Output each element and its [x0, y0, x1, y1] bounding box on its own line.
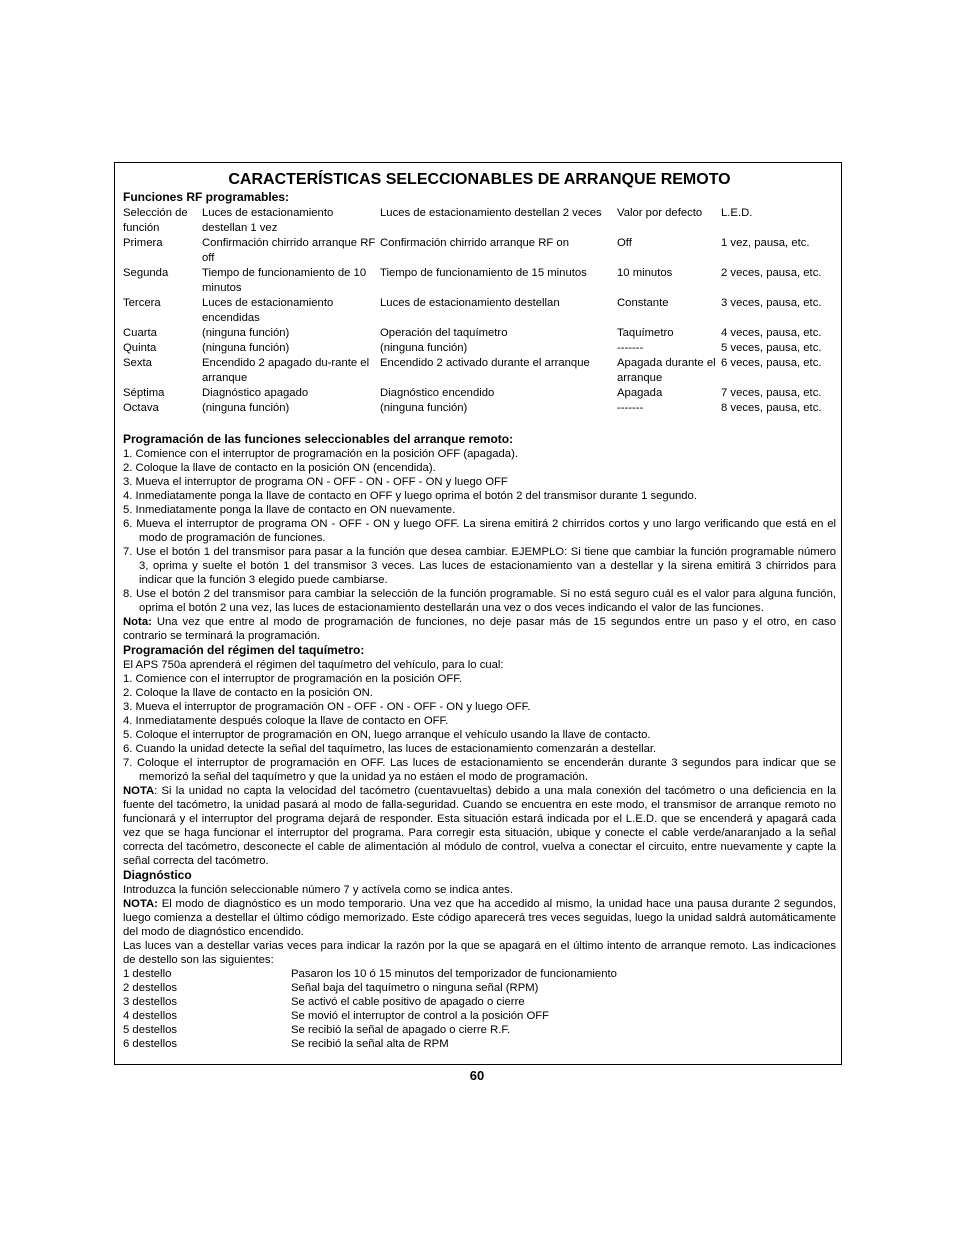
table-cell: Diagnóstico apagado: [202, 387, 309, 399]
diagnostic-paragraph: Las luces van a destellar varias veces para indicar la razón por la que se apagará en el último intento de arranque remoto. Las indicaciones de destello son las siguientes:: [123, 940, 836, 966]
table-cell: Tercera: [123, 297, 161, 309]
list-item: 2. Coloque la llave de contacto en la posición ON (encendida).: [123, 462, 436, 474]
table-row: [123, 981, 617, 995]
flash-count: 2 destellos: [123, 982, 178, 994]
table-row: [123, 386, 836, 401]
table-cell: (ninguna función): [380, 342, 468, 354]
list-item: 8. Use el botón 2 del transmisor para cambiar la selección de la función programable. Si no está seguro cuál es el valor para alguna función, oprima el botón 2 una vez, las luces de estacionamiento destellarán una vez o dos veces indicando el valor de las funciones.: [123, 588, 836, 614]
flash-meaning: Se recibió la señal de apagado o cierre R.F.: [291, 1024, 511, 1036]
table-cell: Tiempo de funcionamiento de 10 minutos: [202, 267, 367, 294]
table-cell: Apagada: [617, 387, 663, 399]
flash-meaning: Pasaron los 10 ó 15 minutos del temporizador de funcionamiento: [291, 968, 617, 980]
table-cell: 1 vez, pausa, etc.: [721, 237, 810, 249]
table-row: [123, 326, 836, 341]
flash-count: 5 destellos: [123, 1024, 178, 1036]
diagnostic-intro: Introduzca la función seleccionable número 7 y actívela como se indica antes.: [123, 884, 513, 896]
table-header-cell: Luces de estacionamiento destellan 2 veces: [380, 207, 602, 219]
table-cell: (ninguna función): [202, 327, 290, 339]
flash-count: 4 destellos: [123, 1010, 178, 1022]
table-cell: 6 veces, pausa, etc.: [721, 357, 822, 369]
note-label: NOTA:: [123, 898, 158, 910]
table-cell: 3 veces, pausa, etc.: [721, 297, 822, 309]
list-item: 6. Mueva el interruptor de programa ON - OFF - ON y luego OFF. La sirena emitirá 2 chirridos cortos y uno largo verificando que está en el modo de programación de funciones.: [123, 518, 836, 544]
table-cell: Confirmación chirrido arranque RF off: [202, 237, 376, 264]
table-row: [123, 341, 836, 356]
table-cell: Primera: [123, 237, 163, 249]
table-cell: (ninguna función): [202, 402, 290, 414]
table-cell: 5 veces, pausa, etc.: [721, 342, 822, 354]
spacer: [123, 416, 836, 432]
programming-note: [123, 615, 836, 643]
table-cell: Cuarta: [123, 327, 157, 339]
table-cell: Diagnóstico encendido: [380, 387, 495, 399]
table-row: [123, 1009, 617, 1023]
list-item: 2. Coloque la llave de contacto en la posición ON.: [123, 687, 373, 699]
table-cell: Octava: [123, 402, 159, 414]
page-title: CARACTERÍSTICAS SELECCIONABLES DE ARRANQUE REMOTO: [228, 171, 731, 188]
table-header-cell: Luces de estacionamiento destellan 1 vez: [202, 207, 334, 234]
table-cell: Tiempo de funcionamiento de 15 minutos: [380, 267, 587, 279]
table-cell: (ninguna función): [380, 402, 468, 414]
flash-count: 6 destellos: [123, 1038, 178, 1050]
programming-steps: [123, 447, 836, 615]
rf-heading: Funciones RF programables:: [123, 190, 290, 204]
table-header-cell: L.E.D.: [721, 207, 753, 219]
tachometer-heading: Programación del régimen del taquímetro:: [123, 643, 365, 657]
list-item: 6. Cuando la unidad detecte la señal del taquímetro, las luces de estacionamiento comenzarán a destellar.: [123, 743, 657, 755]
table-cell: Confirmación chirrido arranque RF on: [380, 237, 569, 249]
flash-count: 3 destellos: [123, 996, 178, 1008]
table-header-row: [123, 206, 836, 236]
table-row: [123, 266, 836, 296]
table-row: [123, 236, 836, 266]
table-cell: Apagada durante el arranque: [617, 357, 716, 384]
table-row: [123, 1037, 617, 1051]
page-number: 60: [469, 1068, 485, 1083]
table-cell: Luces de estacionamiento encendidas: [202, 297, 334, 324]
table-cell: Encendido 2 apagado du-rante el arranque: [202, 357, 370, 384]
flash-meaning: Se recibió la señal alta de RPM: [291, 1038, 449, 1050]
table-cell: Segunda: [123, 267, 169, 279]
list-item: 3. Mueva el interruptor de programa ON - OFF - ON - OFF - ON y luego OFF: [123, 476, 508, 488]
table-cell: 10 minutos: [617, 267, 673, 279]
table-cell: Encendido 2 activado durante el arranque: [380, 357, 590, 369]
table-cell: Constante: [617, 297, 669, 309]
table-header-cell: Selección de función: [123, 207, 188, 234]
table-header-cell: Valor por defecto: [617, 207, 703, 219]
list-item: 5. Inmediatamente ponga la llave de contacto en ON nuevamente.: [123, 504, 456, 516]
table-cell: Off: [617, 237, 632, 249]
note-label: NOTA: [123, 785, 155, 797]
rf-functions-table: [123, 206, 836, 416]
list-item: 4. Inmediatamente ponga la llave de contacto en OFF y luego oprima el botón 2 del transmisor durante 1 segundo.: [123, 490, 697, 502]
table-cell: Operación del taquímetro: [380, 327, 508, 339]
tachometer-intro: El APS 750a aprenderá el régimen del taquímetro del vehículo, para lo cual:: [123, 659, 504, 671]
table-cell: 2 veces, pausa, etc.: [721, 267, 822, 279]
page-content: [123, 170, 836, 1051]
flash-meaning: Se activó el cable positivo de apagado o cierre: [291, 996, 525, 1008]
diagnostic-heading: Diagnóstico: [123, 868, 192, 882]
note-text: : Si la unidad no capta la velocidad del tacómetro (cuentavueltas) debido a una mala conexión del tacómetro o una deficiencia en la fuente del tacómetro, la unidad pasará al modo de falla-seguridad. Cuando se encuentra en este modo, el transmisor de arranque remoto no funcionará y el interruptor del programa dejará de responder. Esta situación estará indicada por el L.E.D. que se encenderá y apagará cada vez que se haga funcionar el interruptor del programa. Para corregir esta situación, ubique y conecte el cable verde/anaranjado a la señal correcta del tacómetro, desconecte el cable de alimentación al módulo de control, vuelva a conectar el circuito, entre nuevamente y capte la señal correcta del tacómetro.: [123, 785, 836, 867]
list-item: 3. Mueva el interruptor de programación ON - OFF - ON - OFF - ON y luego OFF.: [123, 701, 531, 713]
diagnostic-note: [123, 897, 836, 939]
tachometer-note: [123, 784, 836, 868]
note-label: Nota:: [123, 616, 152, 628]
tachometer-steps: [123, 672, 836, 784]
table-cell: 7 veces, pausa, etc.: [721, 387, 822, 399]
note-text: El modo de diagnóstico es un modo temporario. Una vez que ha accedido al mismo, la unidad hace una pausa durante 2 segundos, luego comienza a destellar el último código memorizado. Este código aparecerá tres veces seguidas, luego la unidad saldrá automáticamente del modo de diagnóstico encendido.: [123, 898, 836, 938]
table-row: [123, 296, 836, 326]
table-cell: 8 veces, pausa, etc.: [721, 402, 822, 414]
list-item: 5. Coloque el interruptor de programación en ON, luego arranque el vehículo usando la llave de contacto.: [123, 729, 651, 741]
list-item: 7. Coloque el interruptor de programación en OFF. Las luces de estacionamiento se encenderán durante 3 segundos para indicar que se memorizó la señal del taquímetro y que la unidad ya no estáen el modo de programación.: [123, 757, 836, 783]
table-row: [123, 967, 617, 981]
list-item: 4. Inmediatamente después coloque la llave de contacto en OFF.: [123, 715, 449, 727]
table-cell: (ninguna función): [202, 342, 290, 354]
table-cell: Taquímetro: [617, 327, 674, 339]
table-row: [123, 995, 617, 1009]
table-row: [123, 401, 836, 416]
table-cell: Séptima: [123, 387, 165, 399]
table-cell: -------: [617, 402, 644, 414]
table-cell: Quinta: [123, 342, 157, 354]
flash-meaning: Se movió el interruptor de control a la posición OFF: [291, 1010, 550, 1022]
flash-meaning: Señal baja del taquímetro o ninguna señal (RPM): [291, 982, 539, 994]
programming-heading: Programación de las funciones seleccionables del arranque remoto:: [123, 432, 514, 446]
flash-count: 1 destello: [123, 968, 172, 980]
flash-codes-table: [123, 967, 617, 1051]
table-cell: Luces de estacionamiento destellan: [380, 297, 560, 309]
list-item: 1. Comience con el interruptor de programación en la posición OFF (apagada).: [123, 448, 518, 460]
table-cell: Sexta: [123, 357, 152, 369]
table-row: [123, 356, 836, 386]
note-text: Una vez que entre al modo de programación de funciones, no deje pasar más de 15 segundos entre un paso y el otro, en caso contrario se terminará la programación.: [123, 616, 836, 642]
list-item: 1. Comience con el interruptor de programación en la posición OFF.: [123, 673, 463, 685]
table-cell: 4 veces, pausa, etc.: [721, 327, 822, 339]
list-item: 7. Use el botón 1 del transmisor para pasar a la función que desea cambiar. EJEMPLO: Si tiene que cambiar la función programable número 3, oprima y suelte el botón 1 del transmisor 3 veces. Las luces de estacionamiento van a destellar y la sirena emitirá 3 chirridos para indicar que la función 3 elegido puede cambiarse.: [123, 546, 836, 586]
table-row: [123, 1023, 617, 1037]
table-cell: -------: [617, 342, 644, 354]
